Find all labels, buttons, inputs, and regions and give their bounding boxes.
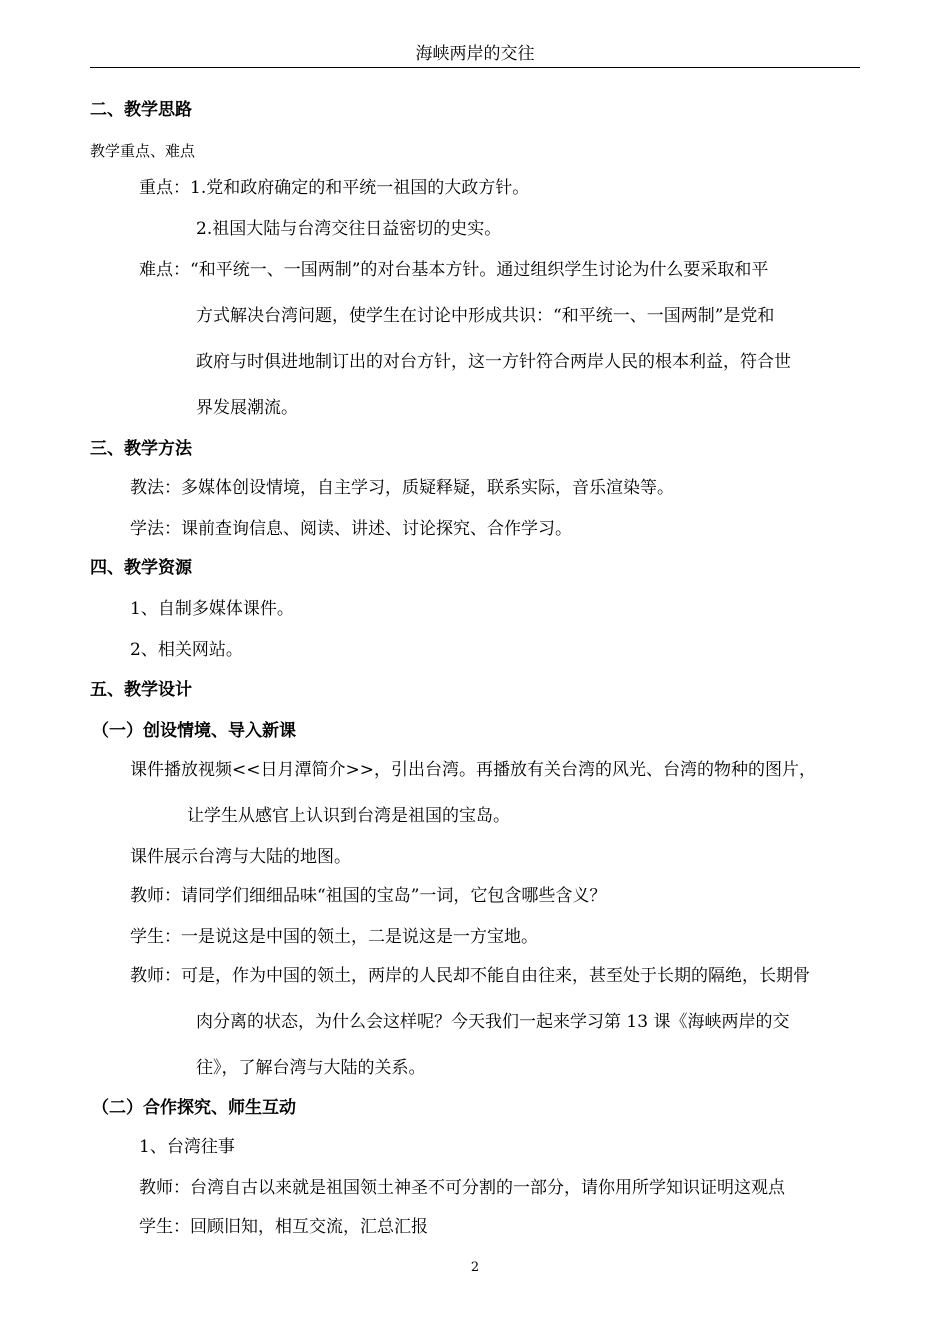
- page-number: 2: [470, 1260, 480, 1275]
- key-point-1: 重点：1.党和政府确定的和平统一祖国的大政方针。: [139, 178, 530, 198]
- section-heading-3: 三、教学方法: [90, 439, 192, 459]
- resource-1: 1、自制多媒体课件。: [130, 599, 294, 619]
- subsection-heading-2: （二）合作探究、师生互动: [92, 1098, 296, 1118]
- subheading-key-difficult: 教学重点、难点: [90, 142, 196, 160]
- paragraph-3: 教师：请同学们细细品味“祖国的宝岛”一词，它包含哪些含义？: [130, 886, 607, 906]
- paragraph-5-line-1: 教师：可是，作为中国的领土，两岸的人民却不能自由往来，甚至处于长期的隔绝，长期骨: [130, 966, 810, 986]
- section-heading-4: 四、教学资源: [90, 558, 192, 578]
- question-1: 1、台湾往事: [139, 1137, 235, 1157]
- section-heading-5: 五、教学设计: [90, 680, 192, 700]
- learning-method: 学法：课前查询信息、阅读、讲述、讨论探究、合作学习。: [130, 519, 572, 539]
- paragraph-4: 学生：一是说这是中国的领土，二是说这是一方宝地。: [130, 927, 538, 947]
- paragraph-2: 课件展示台湾与大陆的地图。: [130, 847, 351, 867]
- key-point-2: 2.祖国大陆与台湾交往日益密切的史实。: [196, 219, 502, 239]
- paragraph-1-line-2: 让学生从感官上认识到台湾是祖国的宝岛。: [187, 806, 510, 826]
- teaching-method: 教法：多媒体创设情境，自主学习，质疑释疑，联系实际，音乐渲染等。: [130, 478, 674, 498]
- section-heading-2: 二、教学思路: [90, 100, 192, 120]
- difficult-point-line-3: 政府与时俱进地制订出的对台方针，这一方针符合两岸人民的根本利益，符合世: [196, 352, 791, 372]
- difficult-point-line-1: 难点：“和平统一、一国两制”的对台基本方针。通过组织学生讨论为什么要采取和平: [139, 260, 769, 280]
- paragraph-1-line-1: 课件播放视频<<日月潭简介>>，引出台湾。再播放有关台湾的风光、台湾的物种的图片，: [130, 760, 816, 780]
- difficult-point-line-2: 方式解决台湾问题，使学生在讨论中形成共识：“和平统一、一国两制”是党和: [196, 306, 775, 326]
- paragraph-5-line-3: 往》，了解台湾与大陆的关系。: [196, 1058, 426, 1078]
- difficult-point-line-4: 界发展潮流。: [196, 398, 298, 418]
- subsection-heading-1: （一）创设情境、导入新课: [92, 721, 296, 741]
- question-2: 教师：台湾自古以来就是祖国领土神圣不可分割的一部分，请你用所学知识证明这观点: [139, 1178, 785, 1198]
- resource-2: 2、相关网站。: [130, 640, 243, 660]
- page-header: 海峡两岸的交往: [90, 40, 860, 68]
- paragraph-5-line-2: 肉分离的状态，为什么会这样呢？今天我们一起来学习第 13 课《海峡两岸的交: [196, 1012, 790, 1032]
- question-3: 学生：回顾旧知，相互交流，汇总汇报: [139, 1217, 428, 1237]
